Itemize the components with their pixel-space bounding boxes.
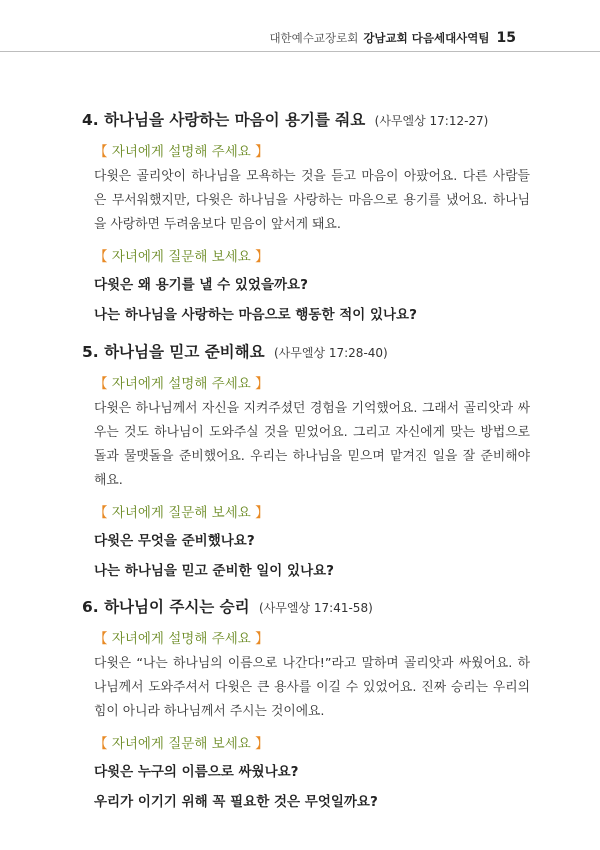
section-6: [82, 595, 530, 814]
header-divider: [0, 51, 600, 52]
scripture-reference: (사무엘상 17:28-40): [274, 346, 388, 360]
page-header: [269, 30, 516, 46]
section-5: [82, 340, 530, 583]
section-title: 6. 하나님이 주시는 승리: [82, 598, 250, 616]
ask-label: 【 자녀에게 질문해 보세요 】: [94, 736, 269, 752]
explain-text: 다윗은 하나님께서 자신을 지켜주셨던 경험을 기억했어요. 그래서 골리앗과 싸우는 것도 하나님이 도와주실 것을 믿었어요. 그리고 자신에게 맞는 방법으로 돌과 물맷돌을 준비했어요. 우리는 하나님을 믿으며 맡겨진 일을 잘 준비해야 해요.: [94, 401, 530, 488]
scripture-reference: (사무엘상 17:41-58): [259, 601, 373, 615]
question: 다윗은 왜 용기를 낼 수 있었을까요?: [94, 277, 308, 293]
page-number: 15: [496, 30, 516, 46]
section-title: 4. 하나님을 사랑하는 마음이 용기를 줘요: [82, 111, 366, 129]
question: 다윗은 누구의 이름으로 싸웠나요?: [94, 764, 299, 780]
explain-label: 【 자녀에게 설명해 주세요 】: [94, 376, 269, 392]
explain-label: 【 자녀에게 설명해 주세요 】: [94, 144, 269, 160]
question: 다윗은 무엇을 준비했나요?: [94, 533, 255, 549]
ministry-team: 강남교회 다음세대사역팀: [363, 31, 490, 45]
explain-text: 다윗은 “나는 하나님의 이름으로 나간다!”라고 말하며 골리앗과 싸웠어요. 하나님께서 도와주셔서 다윗은 큰 용사를 이길 수 있었어요. 진짜 승리는 우리의 힘이 아니라 하나님께서 주시는 것이에요.: [94, 656, 530, 719]
explain-label: 【 자녀에게 설명해 주세요 】: [94, 631, 269, 647]
section-title: 5. 하나님을 믿고 준비해요: [82, 343, 265, 361]
question: 나는 하나님을 사랑하는 마음으로 행동한 적이 있나요?: [94, 307, 417, 323]
section-4: [82, 108, 530, 327]
scripture-reference: (사무엘상 17:12-27): [374, 114, 489, 128]
church-denomination: 대한예수교장로회: [269, 31, 359, 45]
question: 나는 하나님을 믿고 준비한 일이 있나요?: [94, 563, 334, 579]
explain-text: 다윗은 골리앗이 하나님을 모욕하는 것을 듣고 마음이 아팠어요. 다른 사람들은 무서워했지만, 다윗은 하나님을 사랑하는 마음으로 용기를 냈어요. 하나님을 사랑하면 두려움보다 믿음이 앞서게 돼요.: [94, 169, 530, 232]
ask-label: 【 자녀에게 질문해 보세요 】: [94, 249, 269, 265]
ask-label: 【 자녀에게 질문해 보세요 】: [94, 505, 269, 521]
question: 우리가 이기기 위해 꼭 필요한 것은 무엇일까요?: [94, 794, 378, 810]
